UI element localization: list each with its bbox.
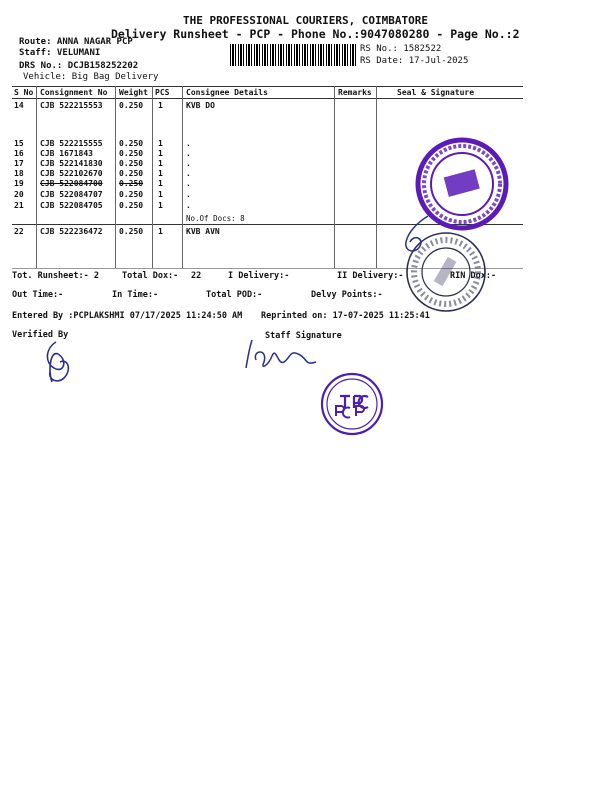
header-consignment: Consignment No (40, 88, 108, 97)
row-pcs: 1 (158, 169, 163, 178)
row-consignment: CJB 522102670 (40, 169, 103, 178)
row-details: . (186, 201, 191, 210)
row-pcs: 1 (158, 149, 163, 158)
col-divider (115, 86, 116, 268)
vehicle-label: Vehicle: Big Bag Delivery (23, 72, 159, 82)
row-weight: 0.250 (119, 227, 144, 236)
ii-delivery: II Delivery:- (337, 271, 404, 281)
row-weight: 0.250 (119, 169, 144, 178)
col-divider (182, 86, 183, 268)
delvy-points: Delvy Points:- (311, 290, 383, 300)
row-sno: 17 (14, 159, 24, 168)
entered-by: Entered By :PCPLAKSHMI 07/17/2025 11:24:50 AM (12, 311, 243, 321)
row-details: . (186, 169, 191, 178)
row-sno: 14 (14, 101, 24, 110)
row-details: . (186, 159, 191, 168)
total-dox-value: 22 (191, 271, 202, 281)
row-details: KVB AVN (186, 227, 220, 236)
row-consignment: CJB 522215555 (40, 139, 103, 148)
row-details: . (186, 179, 191, 188)
row-pcs: 1 (158, 190, 163, 199)
row-weight: 0.250 (119, 201, 144, 210)
row-weight: 0.250 (119, 101, 144, 110)
in-time: In Time:- (112, 290, 159, 300)
row-sno: 21 (14, 201, 24, 210)
row-pcs: 1 (158, 179, 163, 188)
row-consignment: CJB 522084707 (40, 190, 103, 199)
header-consignee: Consignee Details (186, 88, 268, 97)
header-seal: Seal & Signature (397, 88, 475, 97)
i-delivery: I Delivery:- (228, 271, 290, 281)
row-sno: 16 (14, 149, 24, 158)
row-details: KVB DO (186, 101, 215, 110)
row-details: . (186, 149, 191, 158)
route-label: Route: ANNA NAGAR PCP (19, 37, 133, 47)
row-details: . (186, 139, 191, 148)
row-consignment: CJB 1671843 (40, 149, 93, 158)
row-sno: 20 (14, 190, 24, 199)
col-divider (36, 86, 37, 268)
header-weight: Weight (119, 88, 148, 97)
col-divider (152, 86, 153, 268)
signature-staff (238, 336, 328, 376)
row-pcs: 1 (158, 227, 163, 236)
row-weight: 0.250 (119, 139, 144, 148)
runsheet-title: Delivery Runsheet - PCP - Phone No.:9047080280 - Page No.:2 (111, 27, 520, 41)
row-consignment: CJB 522084700 (40, 179, 103, 188)
row-consignment: CJB 522215553 (40, 101, 103, 110)
row-weight: 0.250 (119, 179, 144, 188)
table-top-border (12, 86, 523, 87)
row-pcs: 1 (158, 159, 163, 168)
col-divider (334, 86, 335, 268)
staff-signature-label: Staff Signature (265, 331, 342, 341)
col-divider (376, 86, 377, 268)
row-sno: 15 (14, 139, 24, 148)
row-details: . (186, 190, 191, 199)
total-dox-label: Total Dox:- (122, 271, 179, 281)
row-sno: 22 (14, 227, 24, 236)
row-pcs: 1 (158, 201, 163, 210)
barcode (230, 44, 356, 66)
row-weight: 0.250 (119, 159, 144, 168)
company-title: THE PROFESSIONAL COURIERS, COIMBATORE (183, 14, 429, 27)
rs-date: RS Date: 17-Jul-2025 (360, 56, 469, 66)
table-header-border (12, 98, 523, 99)
signature-seal-column (398, 212, 438, 258)
staff-label: Staff: VELUMANI (19, 48, 101, 58)
docs-count: No.Of Docs: 8 (186, 214, 245, 223)
reprinted-on: Reprinted on: 17-07-2025 11:25:41 (261, 311, 430, 321)
signature-verified (38, 338, 78, 388)
rs-number: RS No.: 1582522 (360, 44, 442, 54)
row-pcs: 1 (158, 101, 163, 110)
row-sno: 19 (14, 179, 24, 188)
tot-runsheet: Tot. Runsheet:- 2 (12, 271, 99, 281)
header-pcs: PCS (155, 88, 170, 97)
header-remarks: Remarks (338, 88, 372, 97)
row-weight: 0.250 (119, 190, 144, 199)
row-pcs: 1 (158, 139, 163, 148)
out-time: Out Time:- (12, 290, 64, 300)
row-sno: 18 (14, 169, 24, 178)
drs-number: DRS No.: DCJB158252202 (19, 61, 139, 71)
row-consignment: CJB 522084705 (40, 201, 103, 210)
rin-dox: RIN Dox:- (450, 271, 497, 281)
row-consignment: CJB 522236472 (40, 227, 103, 236)
stamp-tpc-pcp (318, 370, 386, 438)
row-consignment: CJB 522141830 (40, 159, 103, 168)
verified-by-label: Verified By (12, 330, 69, 340)
row-weight: 0.250 (119, 149, 144, 158)
header-sno: S No (14, 88, 34, 97)
total-pod: Total POD:- (206, 290, 263, 300)
